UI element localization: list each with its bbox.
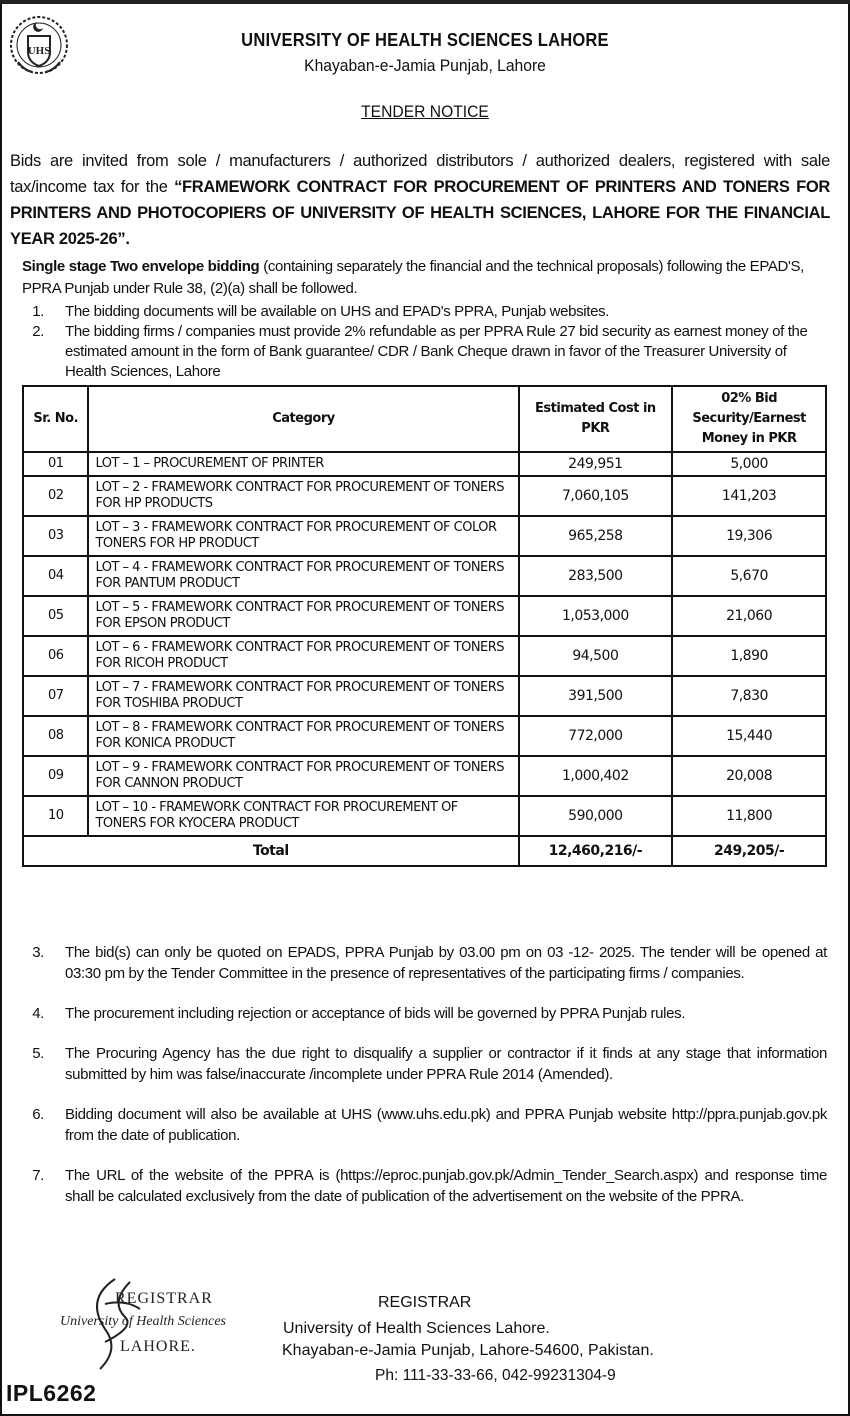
header-category: Category	[88, 386, 518, 452]
table-row	[23, 756, 826, 796]
row-sr-no: 05	[23, 596, 88, 636]
row-estimated-cost: 1,000,402	[519, 756, 673, 796]
row-bid-security: 20,008	[672, 756, 826, 796]
row-category: LOT – 10 - FRAMEWORK CONTRACT FOR PROCUREMENT OF TONERS FOR KYOCERA PRODUCT	[88, 796, 518, 836]
row-bid-security: 5,000	[672, 452, 826, 476]
row-bid-security: 5,670	[672, 556, 826, 596]
row-estimated-cost: 772,000	[519, 716, 673, 756]
registrar-institution: University of Health Sciences Lahore.	[283, 1320, 550, 1337]
institution-address: Khayaban-e-Jamia Punjab, Lahore	[304, 56, 546, 75]
condition-text: The bidding firms / companies must provide 2% refundable as per PPRA Rule 27 bid security as earnest money of the estimated amount in the form of Bank guarantee/ CDR / Bank Cheque drawn in favor of the Treasurer University of Health Sciences, Lahore	[65, 323, 808, 380]
table-row	[23, 796, 826, 836]
condition-number: 3.	[32, 944, 44, 961]
total-security: 249,205/-	[672, 836, 826, 866]
row-sr-no: 07	[23, 676, 88, 716]
institution-name: UNIVERSITY OF HEALTH SCIENCES LAHORE	[241, 30, 609, 50]
row-sr-no: 01	[23, 452, 88, 476]
row-category: LOT – 8 - FRAMEWORK CONTRACT FOR PROCUREMENT OF TONERS FOR KONICA PRODUCT	[88, 716, 518, 756]
table-row	[23, 636, 826, 676]
row-bid-security: 7,830	[672, 676, 826, 716]
row-bid-security: 15,440	[672, 716, 826, 756]
stamp-line-3: LAHORE.	[120, 1338, 196, 1355]
row-category: LOT – 6 - FRAMEWORK CONTRACT FOR PROCUREMENT OF TONERS FOR RICOH PRODUCT	[88, 636, 518, 676]
condition-item	[22, 1104, 827, 1146]
condition-item	[22, 322, 827, 382]
bidding-method-text: (containing separately the financial and the technical proposals) following the EPAD'S, PPRA Punjab under Rule 38, (2)(a) shall be followed.	[22, 258, 804, 297]
row-bid-security: 141,203	[672, 476, 826, 516]
table-row	[23, 596, 826, 636]
bidding-method-bold: Single stage Two envelope bidding	[22, 258, 260, 275]
condition-text: The procurement including rejection or acceptance of bids will be governed by PPRA Punjab rules.	[65, 1005, 686, 1022]
row-bid-security: 21,060	[672, 596, 826, 636]
row-sr-no: 02	[23, 476, 88, 516]
row-category: LOT – 1 – PROCUREMENT OF PRINTER	[88, 452, 518, 476]
conditions-list-top	[22, 302, 827, 382]
ad-code: IPL6262	[6, 1380, 97, 1406]
row-estimated-cost: 1,053,000	[519, 596, 673, 636]
row-sr-no: 10	[23, 796, 88, 836]
signature-scribble-icon	[75, 1274, 155, 1374]
table-row	[23, 516, 826, 556]
condition-number: 1.	[32, 303, 44, 320]
bidding-method	[22, 256, 827, 300]
condition-item	[22, 302, 827, 322]
table-row	[23, 556, 826, 596]
condition-text: The URL of the website of the PPRA is (https://eproc.punjab.gov.pk/Admin_Tender_Search.aspx) and response time shall be calculated exclusively from the date of publication of the advertisement on the website of the PPRA.	[65, 1167, 827, 1205]
contract-title: “FRAMEWORK CONTRACT FOR PROCUREMENT OF PRINTERS AND TONERS FOR PRINTERS AND PHOTOCOPIERS OF UNIVERSITY OF HEALTH SCIENCES, LAHORE FOR THE FINANCIAL YEAR 2025-26”.	[10, 178, 830, 248]
condition-text: Bidding document will also be available at UHS (www.uhs.edu.pk) and PPRA Punjab website http://ppra.punjab.gov.pk from the date of publication.	[65, 1106, 827, 1144]
conditions-list-bottom	[22, 942, 827, 1226]
condition-text: The Procuring Agency has the due right to disqualify a supplier or contractor if it finds at any stage that information submitted by him was false/inaccurate /incomplete under PPRA Rule 2014 (Amended).	[65, 1045, 827, 1083]
registrar-phone: Ph: 111-33-33-66, 042-99231304-9	[375, 1367, 616, 1384]
row-estimated-cost: 590,000	[519, 796, 673, 836]
row-estimated-cost: 7,060,105	[519, 476, 673, 516]
table-row	[23, 716, 826, 756]
table-row	[23, 676, 826, 716]
condition-number: 6.	[32, 1106, 44, 1123]
condition-item	[22, 1165, 827, 1207]
header-bid-security: 02% Bid Security/Earnest Money in PKR	[672, 386, 826, 452]
condition-number: 4.	[32, 1005, 44, 1022]
table-row	[23, 476, 826, 516]
row-sr-no: 04	[23, 556, 88, 596]
table-total-row	[23, 836, 826, 866]
condition-number: 2.	[32, 323, 44, 340]
row-sr-no: 06	[23, 636, 88, 676]
row-estimated-cost: 94,500	[519, 636, 673, 676]
row-category: LOT – 9 - FRAMEWORK CONTRACT FOR PROCUREMENT OF TONERS FOR CANNON PRODUCT	[88, 756, 518, 796]
registrar-address: Khayaban-e-Jamia Punjab, Lahore-54600, Pakistan.	[282, 1342, 654, 1359]
condition-item	[22, 1003, 827, 1024]
stamp-line-1: REGISTRAR	[115, 1290, 213, 1307]
intro-paragraph	[10, 148, 830, 252]
header-sr-no: Sr. No.	[23, 386, 88, 452]
row-category: LOT – 4 - FRAMEWORK CONTRACT FOR PROCUREMENT OF TONERS FOR PANTUM PRODUCT	[88, 556, 518, 596]
intro-text: Bids are invited from sole / manufacturers / authorized distributors / authorized dealers, registered with sale tax/income tax for the	[10, 152, 830, 196]
table-row	[23, 452, 826, 476]
row-estimated-cost: 283,500	[519, 556, 673, 596]
row-sr-no: 03	[23, 516, 88, 556]
row-estimated-cost: 391,500	[519, 676, 673, 716]
row-category: LOT – 3 - FRAMEWORK CONTRACT FOR PROCUREMENT OF COLOR TONERS FOR HP PRODUCT	[88, 516, 518, 556]
notice-title: TENDER NOTICE	[361, 102, 489, 121]
row-bid-security: 11,800	[672, 796, 826, 836]
row-sr-no: 08	[23, 716, 88, 756]
stamp-line-2: University of Health Sciences	[60, 1314, 227, 1329]
row-sr-no: 09	[23, 756, 88, 796]
row-bid-security: 19,306	[672, 516, 826, 556]
top-border	[0, 0, 850, 4]
total-cost: 12,460,216/-	[519, 836, 673, 866]
row-estimated-cost: 965,258	[519, 516, 673, 556]
row-category: LOT – 7 - FRAMEWORK CONTRACT FOR PROCUREMENT OF TONERS FOR TOSHIBA PRODUCT	[88, 676, 518, 716]
registrar-title: REGISTRAR	[378, 1294, 472, 1311]
row-category: LOT – 2 - FRAMEWORK CONTRACT FOR PROCUREMENT OF TONERS FOR HP PRODUCTS	[88, 476, 518, 516]
tender-table	[22, 385, 827, 867]
condition-text: The bid(s) can only be quoted on EPADS, PPRA Punjab by 03.00 pm on 03 -12- 2025. The tender will be opened at 03:30 pm by the Tender Committee in the presence of representatives of the participating firms / companies.	[65, 944, 827, 982]
condition-item	[22, 942, 827, 984]
total-label: Total	[23, 836, 519, 866]
condition-item	[22, 1043, 827, 1085]
row-estimated-cost: 249,951	[519, 452, 673, 476]
header-estimated-cost: Estimated Cost in PKR	[519, 386, 673, 452]
condition-number: 5.	[32, 1045, 44, 1062]
row-bid-security: 1,890	[672, 636, 826, 676]
row-category: LOT – 5 - FRAMEWORK CONTRACT FOR PROCUREMENT OF TONERS FOR EPSON PRODUCT	[88, 596, 518, 636]
table-header-row	[23, 386, 826, 452]
condition-number: 7.	[32, 1167, 44, 1184]
condition-text: The bidding documents will be available on UHS and EPAD's PPRA, Punjab websites.	[65, 303, 610, 320]
svg-text:UHS: UHS	[27, 45, 51, 57]
